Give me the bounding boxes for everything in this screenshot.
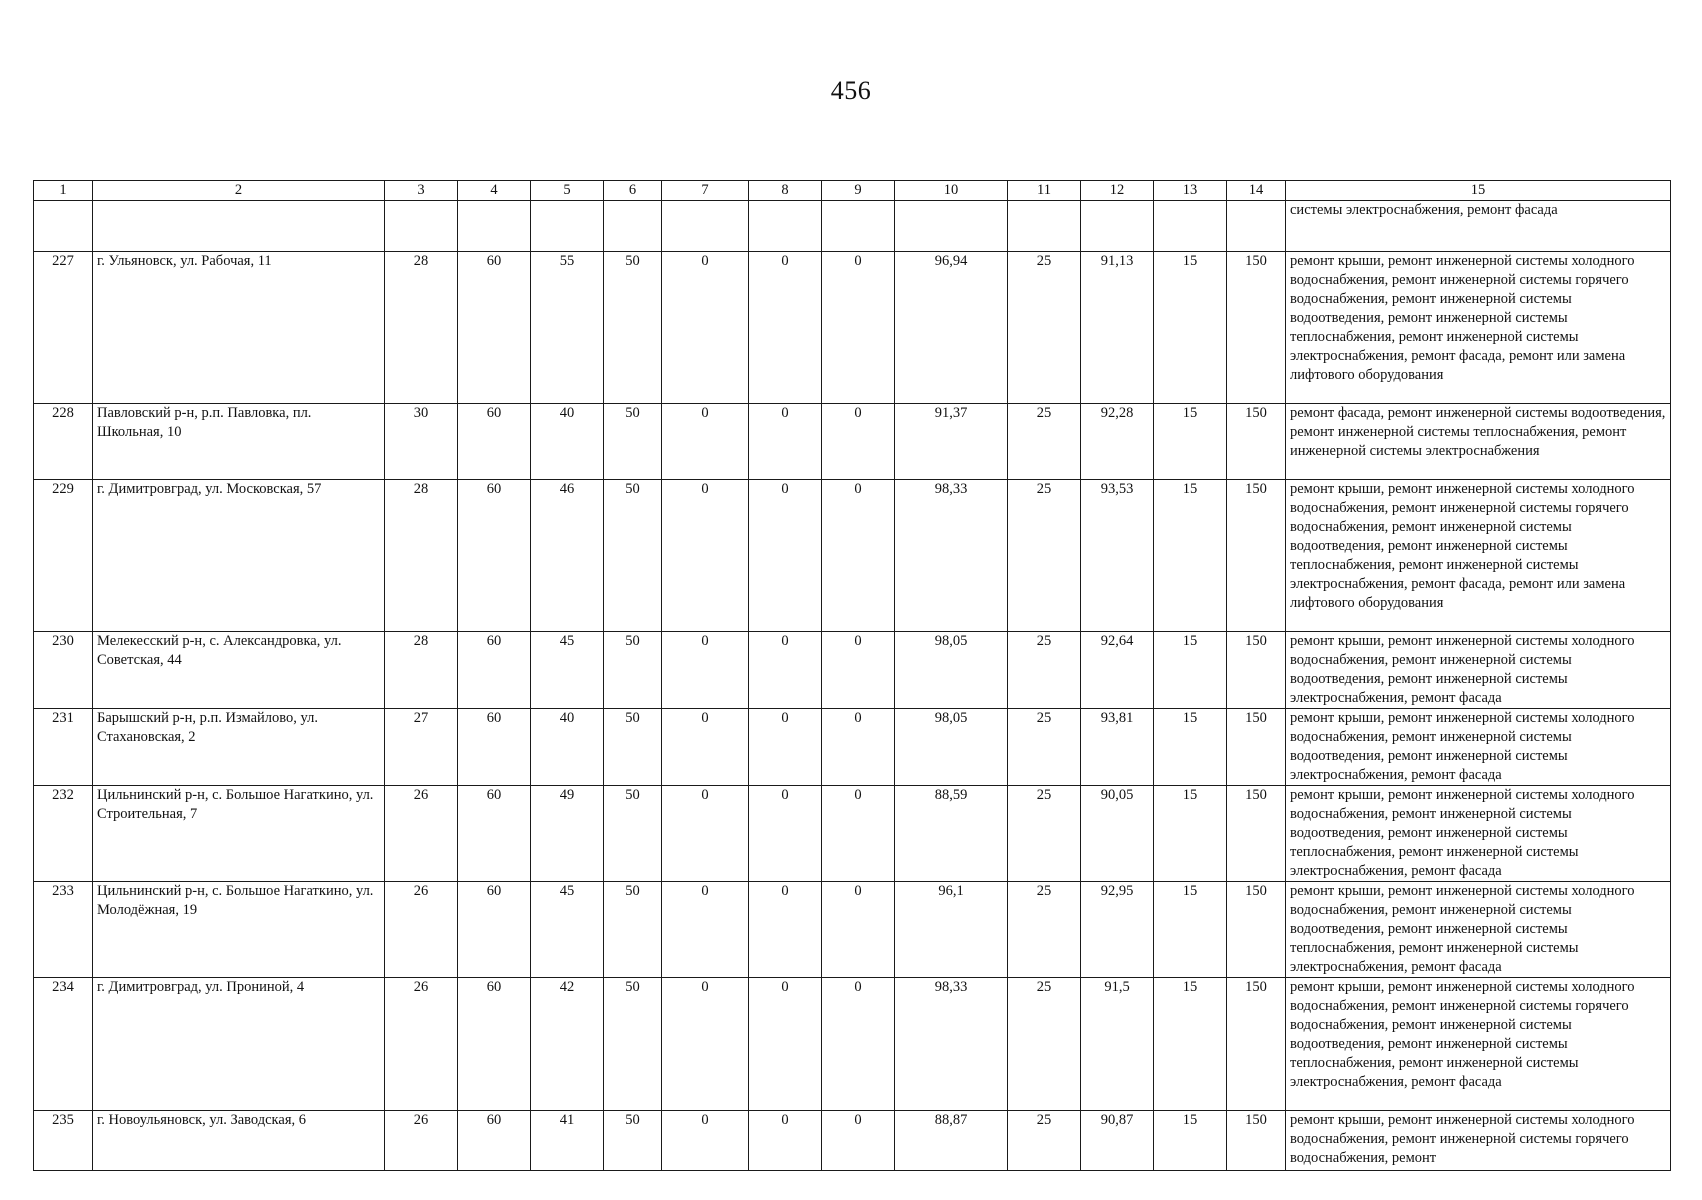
cell-c13: 15 (1154, 786, 1227, 882)
cell-c8: 0 (749, 978, 822, 1111)
cell-c9: 0 (822, 1111, 895, 1171)
cell-c8: 0 (749, 480, 822, 632)
cell-c5: 49 (531, 786, 604, 882)
cell-c14: 150 (1227, 1111, 1286, 1171)
cell-address: г. Новоульяновск, ул. Заводская, 6 (93, 1111, 385, 1171)
cell-row-number: 229 (34, 480, 93, 632)
cell-c10: 96,94 (895, 252, 1008, 404)
cell-c4: 60 (458, 252, 531, 404)
cell-address: Павловский р-н, р.п. Павловка, пл. Школьная, 10 (93, 404, 385, 480)
cell-c14: 150 (1227, 786, 1286, 882)
cell-address: Барышский р-н, р.п. Измайлово, ул. Стахановская, 2 (93, 709, 385, 786)
cell-c5: 55 (531, 252, 604, 404)
cell-c13: 15 (1154, 709, 1227, 786)
cell-c7: 0 (662, 786, 749, 882)
cell-works: системы электроснабжения, ремонт фасада (1286, 201, 1671, 252)
cell-c12: 92,95 (1081, 882, 1154, 978)
cell-c13: 15 (1154, 480, 1227, 632)
cell-c9: 0 (822, 252, 895, 404)
cell-c8: 0 (749, 882, 822, 978)
column-header: 1 (34, 181, 93, 201)
cell-c7: 0 (662, 709, 749, 786)
cell-c5: 46 (531, 480, 604, 632)
cell-c6: 50 (604, 632, 662, 709)
table-row (34, 632, 1671, 709)
cell-c14: 150 (1227, 480, 1286, 632)
column-header: 8 (749, 181, 822, 201)
cell-c13: 15 (1154, 882, 1227, 978)
table-row (34, 252, 1671, 404)
cell-address: г. Димитровград, ул. Прониной, 4 (93, 978, 385, 1111)
cell-c4: 60 (458, 1111, 531, 1171)
cell-c3: 30 (385, 404, 458, 480)
cell-c8: 0 (749, 632, 822, 709)
cell-c12: 91,13 (1081, 252, 1154, 404)
cell-c7: 0 (662, 252, 749, 404)
cell-c6: 50 (604, 404, 662, 480)
cell-row-number: 228 (34, 404, 93, 480)
column-header: 5 (531, 181, 604, 201)
cell-row-number: 235 (34, 1111, 93, 1171)
cell-works: ремонт крыши, ремонт инженерной системы холодного водоснабжения, ремонт инженерной системы горячего водоснабжения, ремонт (1286, 1111, 1671, 1171)
cell-c7: 0 (662, 632, 749, 709)
cell-c12: 90,05 (1081, 786, 1154, 882)
cell-c6: 50 (604, 480, 662, 632)
cell-c13: 15 (1154, 404, 1227, 480)
cell-c5: 45 (531, 632, 604, 709)
cell-c10: 88,87 (895, 1111, 1008, 1171)
cell-address: Цильнинский р-н, с. Большое Нагаткино, ул. Строительная, 7 (93, 786, 385, 882)
cell-row-number: 234 (34, 978, 93, 1111)
cell-c11: 25 (1008, 252, 1081, 404)
cell-c13: 15 (1154, 632, 1227, 709)
cell-c4: 60 (458, 404, 531, 480)
cell-c13: 15 (1154, 978, 1227, 1111)
column-header: 12 (1081, 181, 1154, 201)
cell-c12: 92,28 (1081, 404, 1154, 480)
cell-c10: 98,33 (895, 978, 1008, 1111)
column-header: 11 (1008, 181, 1081, 201)
cell-c14: 150 (1227, 252, 1286, 404)
cell-c9: 0 (822, 480, 895, 632)
cell-works: ремонт крыши, ремонт инженерной системы холодного водоснабжения, ремонт инженерной системы водоотведения, ремонт инженерной системы теплоснабжения, ремонт инженерной системы электроснабжения, ремонт фасада (1286, 786, 1671, 882)
table-row (34, 404, 1671, 480)
cell-c3: 26 (385, 978, 458, 1111)
cell-c5: 41 (531, 1111, 604, 1171)
cell-c8: 0 (749, 1111, 822, 1171)
table-row (34, 480, 1671, 632)
column-header: 4 (458, 181, 531, 201)
column-header: 15 (1286, 181, 1671, 201)
cell-c9: 0 (822, 709, 895, 786)
cell-c14: 150 (1227, 404, 1286, 480)
cell-c5: 45 (531, 882, 604, 978)
cell-row-number: 232 (34, 786, 93, 882)
cell-c4: 60 (458, 786, 531, 882)
cell-c12: 93,53 (1081, 480, 1154, 632)
cell-c3: 28 (385, 252, 458, 404)
cell-c11: 25 (1008, 632, 1081, 709)
cell-c4: 60 (458, 632, 531, 709)
cell-row-number: 233 (34, 882, 93, 978)
cell-c11: 25 (1008, 978, 1081, 1111)
cell-works: ремонт крыши, ремонт инженерной системы холодного водоснабжения, ремонт инженерной системы горячего водоснабжения, ремонт инженерной системы водоотведения, ремонт инженерной системы теплоснабжения, ремонт инженерной системы электроснабжения, ремонт фасада (1286, 978, 1671, 1111)
table-row (34, 1111, 1671, 1171)
cell-works: ремонт крыши, ремонт инженерной системы холодного водоснабжения, ремонт инженерной системы горячего водоснабжения, ремонт инженерной системы водоотведения, ремонт инженерной системы теплоснабжения, ремонт инженерной системы электроснабжения, ремонт фасада, ремонт или замена лифтового оборудования (1286, 252, 1671, 404)
cell-c9: 0 (822, 882, 895, 978)
cell-c11: 25 (1008, 404, 1081, 480)
cell-c6: 50 (604, 252, 662, 404)
cell-c6: 50 (604, 786, 662, 882)
cell-c12: 90,87 (1081, 1111, 1154, 1171)
table-row (34, 709, 1671, 786)
cell-c11: 25 (1008, 709, 1081, 786)
cell-c9: 0 (822, 978, 895, 1111)
page-number: 456 (830, 76, 872, 105)
cell-works: ремонт крыши, ремонт инженерной системы холодного водоснабжения, ремонт инженерной системы водоотведения, ремонт инженерной системы электроснабжения, ремонт фасада (1286, 632, 1671, 709)
cell-c12: 93,81 (1081, 709, 1154, 786)
cell-works: ремонт крыши, ремонт инженерной системы холодного водоснабжения, ремонт инженерной системы горячего водоснабжения, ремонт инженерной системы водоотведения, ремонт инженерной системы теплоснабжения, ремонт инженерной системы электроснабжения, ремонт фасада, ремонт или замена лифтового оборудования (1286, 480, 1671, 632)
cell-c6: 50 (604, 1111, 662, 1171)
cell-c3: 28 (385, 632, 458, 709)
cell-c14: 150 (1227, 978, 1286, 1111)
cell-c13: 15 (1154, 252, 1227, 404)
cell-c10: 98,05 (895, 632, 1008, 709)
column-header: 7 (662, 181, 749, 201)
column-number-header-row (34, 181, 1671, 201)
cell-c7: 0 (662, 882, 749, 978)
cell-c4: 60 (458, 480, 531, 632)
cell-c10: 96,1 (895, 882, 1008, 978)
cell-c7: 0 (662, 480, 749, 632)
column-header: 10 (895, 181, 1008, 201)
cell-c10: 88,59 (895, 786, 1008, 882)
continuation-row (34, 201, 1671, 252)
cell-c8: 0 (749, 709, 822, 786)
cell-address: г. Ульяновск, ул. Рабочая, 11 (93, 252, 385, 404)
cell-c5: 40 (531, 709, 604, 786)
column-header: 14 (1227, 181, 1286, 201)
cell-c9: 0 (822, 404, 895, 480)
cell-c11: 25 (1008, 882, 1081, 978)
cell-c10: 91,37 (895, 404, 1008, 480)
cell-address: Мелекесский р-н, с. Александровка, ул. Советская, 44 (93, 632, 385, 709)
cell-c4: 60 (458, 882, 531, 978)
cell-c8: 0 (749, 252, 822, 404)
cell-c10: 98,05 (895, 709, 1008, 786)
column-header: 6 (604, 181, 662, 201)
cell-c3: 26 (385, 1111, 458, 1171)
table-row (34, 786, 1671, 882)
table-row (34, 978, 1671, 1111)
column-header: 3 (385, 181, 458, 201)
cell-c8: 0 (749, 786, 822, 882)
cell-c11: 25 (1008, 786, 1081, 882)
column-header: 2 (93, 181, 385, 201)
column-header: 13 (1154, 181, 1227, 201)
cell-c3: 28 (385, 480, 458, 632)
cell-c14: 150 (1227, 882, 1286, 978)
cell-c7: 0 (662, 978, 749, 1111)
cell-c7: 0 (662, 1111, 749, 1171)
cell-c14: 150 (1227, 632, 1286, 709)
cell-c9: 0 (822, 786, 895, 882)
capital-repair-table (33, 180, 1671, 1171)
cell-works: ремонт фасада, ремонт инженерной системы водоотведения, ремонт инженерной системы теплоснабжения, ремонт инженерной системы электроснабжения (1286, 404, 1671, 480)
cell-c8: 0 (749, 404, 822, 480)
cell-row-number: 231 (34, 709, 93, 786)
cell-c4: 60 (458, 709, 531, 786)
cell-c5: 42 (531, 978, 604, 1111)
cell-c11: 25 (1008, 1111, 1081, 1171)
cell-c12: 92,64 (1081, 632, 1154, 709)
cell-c7: 0 (662, 404, 749, 480)
cell-address: г. Димитровград, ул. Московская, 57 (93, 480, 385, 632)
cell-c9: 0 (822, 632, 895, 709)
cell-c6: 50 (604, 978, 662, 1111)
cell-c3: 26 (385, 882, 458, 978)
cell-c6: 50 (604, 882, 662, 978)
cell-c11: 25 (1008, 480, 1081, 632)
cell-c6: 50 (604, 709, 662, 786)
cell-c12: 91,5 (1081, 978, 1154, 1111)
cell-c3: 26 (385, 786, 458, 882)
cell-row-number: 230 (34, 632, 93, 709)
cell-c13: 15 (1154, 1111, 1227, 1171)
cell-works: ремонт крыши, ремонт инженерной системы холодного водоснабжения, ремонт инженерной системы водоотведения, ремонт инженерной системы электроснабжения, ремонт фасада (1286, 709, 1671, 786)
cell-row-number: 227 (34, 252, 93, 404)
cell-c10: 98,33 (895, 480, 1008, 632)
cell-c3: 27 (385, 709, 458, 786)
column-header: 9 (822, 181, 895, 201)
table-row (34, 882, 1671, 978)
cell-address: Цильнинский р-н, с. Большое Нагаткино, ул. Молодёжная, 19 (93, 882, 385, 978)
cell-c5: 40 (531, 404, 604, 480)
cell-c14: 150 (1227, 709, 1286, 786)
cell-works: ремонт крыши, ремонт инженерной системы холодного водоснабжения, ремонт инженерной системы водоотведения, ремонт инженерной системы теплоснабжения, ремонт инженерной системы электроснабжения, ремонт фасада (1286, 882, 1671, 978)
cell-c4: 60 (458, 978, 531, 1111)
